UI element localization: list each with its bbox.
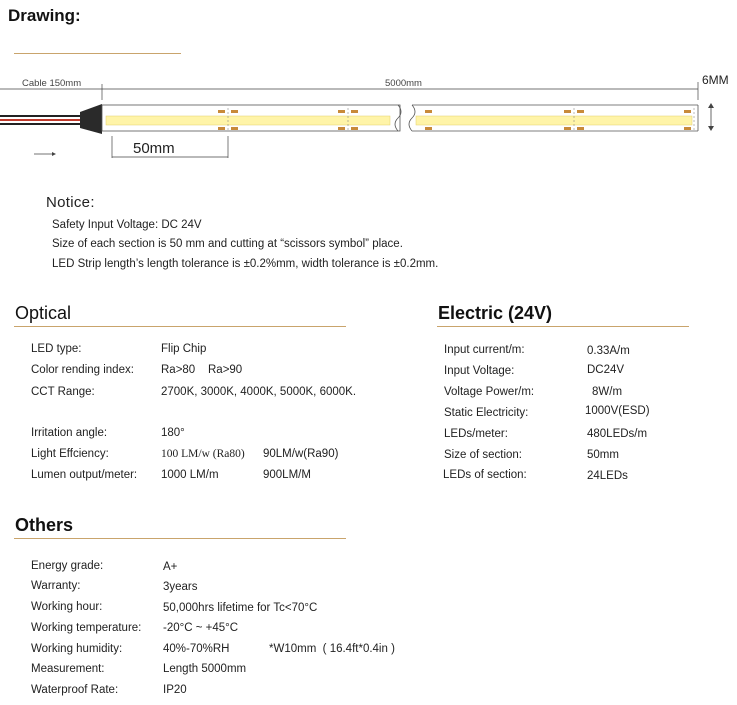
others-label: Working hour:: [31, 601, 103, 613]
others-title: Others: [15, 515, 74, 535]
section-label: 50mm: [133, 140, 175, 157]
optical-label: Irritation angle:: [31, 427, 108, 439]
notice-line: Size of each section is 50 mm and cutting at “scissors symbol” place.: [52, 238, 403, 250]
others-label: Waterproof Rate:: [31, 684, 119, 696]
electric-value: DC24V: [587, 364, 625, 376]
others-label: Measurement:: [31, 663, 105, 675]
width-label: 6MM: [702, 73, 729, 87]
others-value: 40%-70%RH: [163, 643, 230, 655]
electric-value: 0.33A/m: [587, 345, 630, 357]
optical-value-alt: 900LM/M: [263, 469, 311, 481]
strip-segment-left: [102, 105, 401, 132]
cob-led-band-right: [416, 116, 692, 125]
optical-label: Lumen output/meter:: [31, 469, 138, 481]
others-title-rule: [14, 538, 346, 539]
optical-label: Light Effciency:: [31, 448, 109, 460]
others-label: Energy grade:: [31, 560, 104, 572]
optical-label: CCT Range:: [31, 386, 95, 398]
electric-value: 1000V(ESD): [585, 405, 650, 417]
electric-value: 24LEDs: [587, 470, 628, 482]
optical-title-rule: [14, 326, 346, 327]
others-label: Warranty:: [31, 580, 81, 592]
others-value: 50,000hrs lifetime for Tc<70°C: [163, 602, 318, 614]
strip-segment-right: [409, 105, 698, 132]
drawing-heading: Drawing:: [8, 6, 81, 25]
electric-label: Input current/m:: [444, 344, 525, 356]
others-value: IP20: [163, 684, 187, 696]
optical-label: Color rending index:: [31, 364, 134, 376]
electric-label: Input Voltage:: [444, 365, 515, 377]
electric-value: 50mm: [587, 449, 619, 461]
electric-label: Static Electricity:: [444, 407, 529, 419]
optical-title: Optical: [15, 303, 72, 323]
cable-label: Cable 150mm: [22, 78, 82, 89]
others-value: 3years: [163, 581, 198, 593]
optical-value: 180°: [161, 427, 185, 439]
optical-value: 100 LM/w (Ra80): [161, 448, 245, 460]
electric-label: LEDs/meter:: [444, 428, 508, 440]
optical-value: 1000 LM/m: [161, 469, 219, 481]
notice-line: LED Strip length’s length tolerance is ±0.2%mm, width tolerance is ±0.2mm.: [52, 258, 439, 270]
electric-value: 8W/m: [592, 386, 623, 398]
optical-value: Ra>80 Ra>90: [161, 364, 243, 376]
optical-value: 2700K, 3000K, 4000K, 5000K, 6000K.: [161, 386, 357, 398]
led-strip-drawing: [0, 60, 737, 170]
others-value: Length 5000mm: [163, 663, 247, 675]
electric-title: Electric (24V): [438, 303, 553, 323]
others-label: Working temperature:: [31, 622, 142, 634]
electric-value: 480LEDs/m: [587, 428, 648, 440]
optical-value: Flip Chip: [161, 343, 207, 355]
others-value: -20°C ~ +45°C: [163, 622, 239, 634]
length-label: 5000mm: [385, 78, 422, 89]
notice-heading: Notice:: [46, 194, 95, 211]
electric-title-rule: [437, 326, 689, 327]
others-label: Working humidity:: [31, 643, 123, 655]
others-value: A+: [163, 561, 178, 573]
electric-label: Size of section:: [444, 449, 522, 461]
notice-line: Safety Input Voltage: DC 24V: [52, 219, 202, 231]
cob-led-band-left: [106, 116, 390, 125]
cable-wires: [0, 104, 102, 134]
drawing-heading-rule: [14, 53, 181, 54]
others-value-alt: *W10mm ( 16.4ft*0.4in ): [269, 643, 395, 655]
optical-label: LED type:: [31, 343, 82, 355]
electric-label: Voltage Power/m:: [444, 386, 535, 398]
electric-label: LEDs of section:: [443, 469, 527, 481]
optical-value-alt: 90LM/w(Ra90): [263, 448, 339, 460]
